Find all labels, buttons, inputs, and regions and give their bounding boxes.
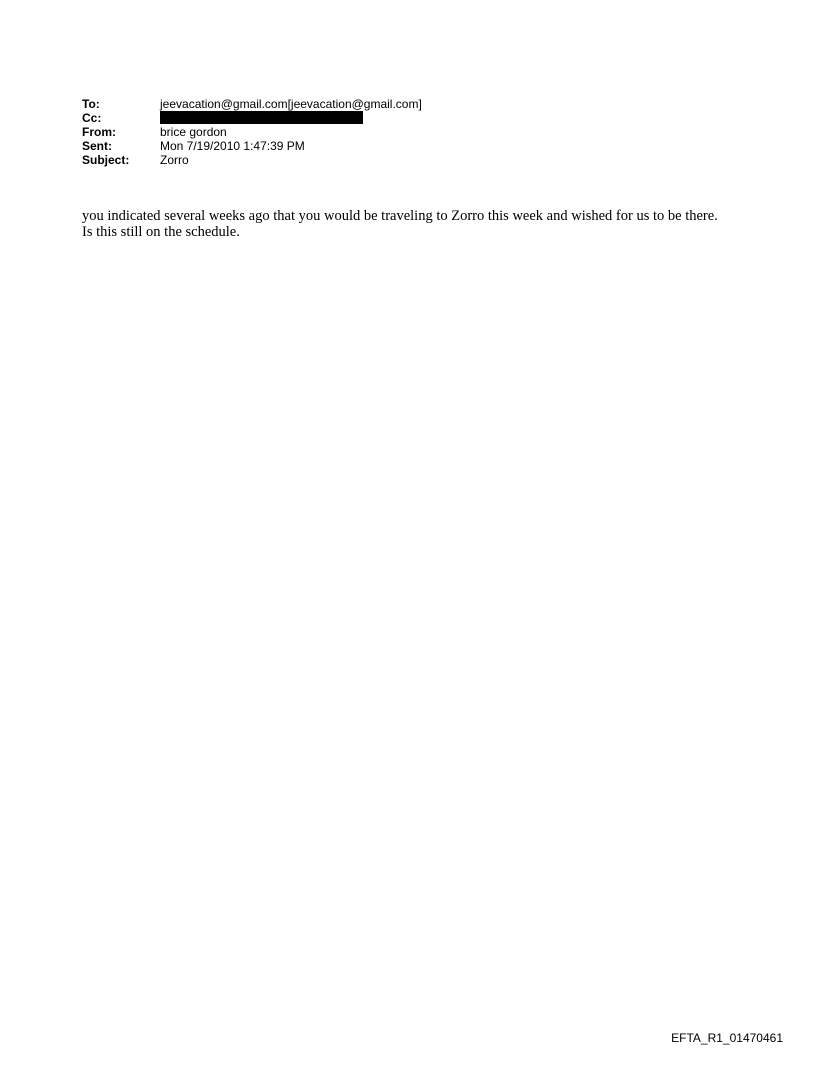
email-header bbox=[82, 97, 422, 167]
sent-row bbox=[82, 139, 422, 153]
subject-label: Subject: bbox=[82, 153, 130, 167]
sent-value: Mon 7/19/2010 1:47:39 PM bbox=[160, 139, 305, 153]
cc-row bbox=[82, 111, 422, 125]
body-paragraph-2: Is this still on the schedule. bbox=[82, 224, 240, 240]
subject-row bbox=[82, 153, 422, 167]
redaction-block bbox=[160, 111, 363, 124]
cc-value bbox=[160, 111, 422, 125]
subject-value: Zorro bbox=[160, 153, 189, 167]
from-label: From: bbox=[82, 125, 116, 139]
from-row bbox=[82, 125, 422, 139]
to-label: To: bbox=[82, 97, 100, 111]
to-row bbox=[82, 97, 422, 111]
document-id: EFTA_R1_01470461 bbox=[671, 1031, 783, 1045]
from-value: brice gordon bbox=[160, 125, 227, 139]
sent-label: Sent: bbox=[82, 139, 112, 153]
email-body bbox=[82, 208, 742, 240]
cc-label: Cc: bbox=[82, 111, 102, 125]
body-paragraph-1: you indicated several weeks ago that you would be traveling to Zorro this week and wished for us to be there. bbox=[82, 208, 718, 224]
to-value: jeevacation@gmail.com[jeevacation@gmail.com] bbox=[160, 97, 422, 111]
